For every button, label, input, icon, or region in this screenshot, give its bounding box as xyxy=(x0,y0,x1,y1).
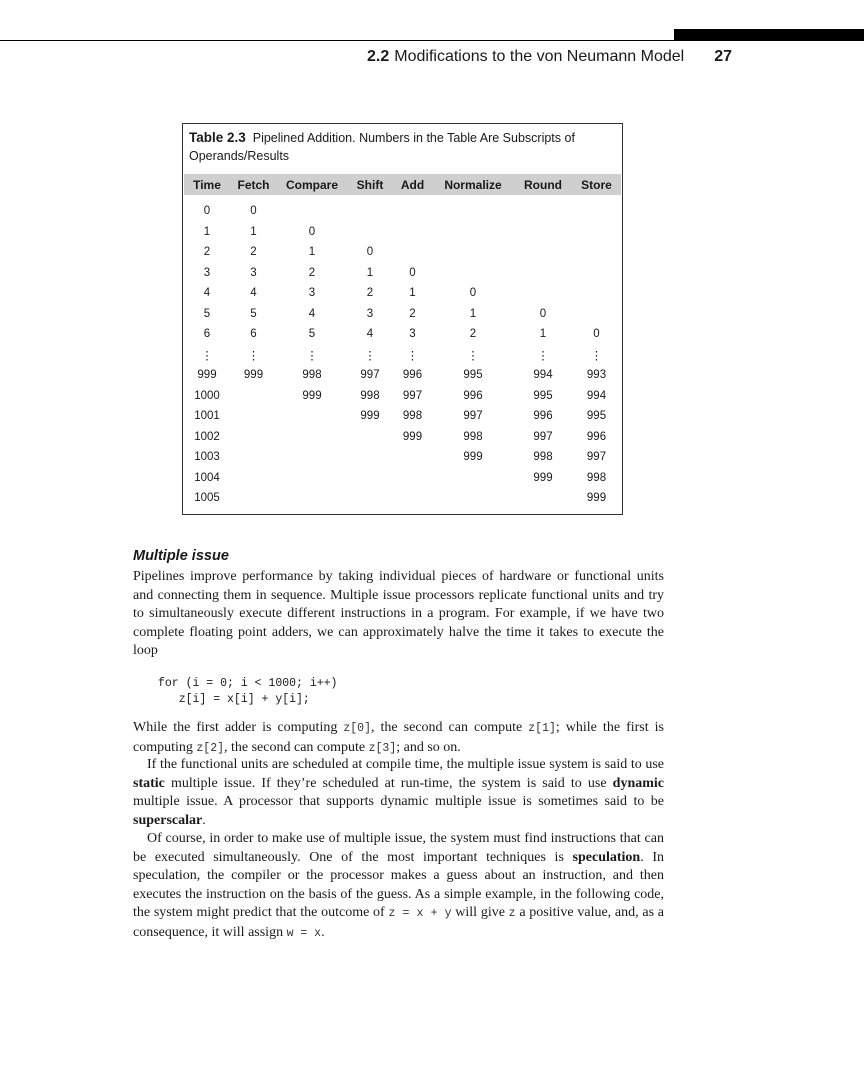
table-cell: 2 xyxy=(366,287,374,300)
table-row xyxy=(184,365,621,386)
header-rule-block xyxy=(674,29,864,41)
table-row xyxy=(184,195,621,222)
table-cell xyxy=(347,427,393,448)
table-cell: 999 xyxy=(463,451,483,464)
text: . xyxy=(321,924,325,940)
col-header: Time xyxy=(184,174,230,195)
text: will give xyxy=(451,905,509,920)
col-header: Compare xyxy=(277,174,347,195)
text: Of course, in order to make use of multiple issue, the system must find instructions that can be executed simultaneously. One of the most important techniques is xyxy=(133,831,664,865)
table-cell: 998 xyxy=(586,471,607,484)
table-cell: 1005 xyxy=(194,492,220,505)
table-cell xyxy=(393,488,432,509)
table-cell xyxy=(277,406,347,427)
table-cell xyxy=(572,304,621,325)
table-row xyxy=(184,406,621,427)
table-cell: 0 xyxy=(593,328,600,341)
table-cell xyxy=(347,222,393,243)
inline-code: w = x xyxy=(286,926,322,940)
table-row xyxy=(184,324,621,345)
table-label: Table 2.3 xyxy=(189,130,246,145)
table-cell xyxy=(393,222,432,243)
table-body xyxy=(184,195,621,509)
table-caption-text: Pipelined Addition. Numbers in the Table Are Subscripts of Operands/Results xyxy=(189,131,575,163)
table-cell xyxy=(230,386,277,407)
table-row xyxy=(184,242,621,263)
table-cell: 2 xyxy=(409,307,416,320)
table-cell xyxy=(514,263,572,284)
running-head xyxy=(300,48,732,66)
term-static: static xyxy=(133,775,165,791)
table-row xyxy=(184,263,621,284)
table-cell xyxy=(514,195,572,222)
table-cell: 2 xyxy=(308,266,316,279)
table-cell xyxy=(393,468,432,489)
pipeline-table xyxy=(184,174,621,509)
inline-code: z[0] xyxy=(343,722,371,735)
inline-code: z[2] xyxy=(196,741,224,755)
table-cell xyxy=(572,283,621,304)
table-cell: 1 xyxy=(250,225,257,238)
text: , the second can compute xyxy=(370,720,529,735)
table-cell xyxy=(432,263,514,284)
table-cell: 999 xyxy=(402,430,423,443)
table-2-3 xyxy=(182,123,623,515)
table-cell: ⋮ xyxy=(364,349,376,362)
table-cell xyxy=(277,447,347,468)
table-row xyxy=(184,447,621,468)
table-cell xyxy=(432,195,514,222)
inline-code: z = x + y xyxy=(388,907,452,920)
table-cell xyxy=(277,488,347,509)
col-header: Fetch xyxy=(230,174,277,195)
table-cell xyxy=(393,447,432,468)
table-cell: ⋮ xyxy=(247,349,260,362)
table-cell: 3 xyxy=(308,287,316,300)
table-cell: 999 xyxy=(197,369,217,382)
table-caption xyxy=(189,129,609,165)
table-cell: ⋮ xyxy=(467,349,479,362)
col-header: Round xyxy=(514,174,572,195)
table-cell xyxy=(572,222,621,243)
table-cell xyxy=(347,195,393,222)
table-cell: 998 xyxy=(302,369,322,382)
table-cell: 995 xyxy=(533,389,553,402)
table-cell: 996 xyxy=(586,430,607,443)
table-cell: 997 xyxy=(402,389,423,402)
paragraph-4 xyxy=(133,830,664,943)
code-block: for (i = 0; i < 1000; i++) z[i] = x[i] + y[i]; xyxy=(158,677,338,706)
table-cell: 994 xyxy=(533,369,553,382)
table-cell: 1 xyxy=(308,246,316,259)
table-cell: 0 xyxy=(539,307,547,320)
table-cell: 995 xyxy=(586,410,607,423)
table-cell xyxy=(230,406,277,427)
table-cell: 1002 xyxy=(194,430,220,443)
table-cell xyxy=(432,242,514,263)
table-cell: 4 xyxy=(203,287,211,300)
table-cell: 1001 xyxy=(194,410,220,423)
section-heading: Multiple issue xyxy=(133,548,229,564)
table-cell: 2 xyxy=(203,246,211,259)
paragraph-text: Pipelines improve performance by taking individual pieces of hardware or functional units and connecting them in sequence. Multiple issue processors replicate functional units and try to simultaneously execute different instructions in a program. For example, if we have two complete floating point adders, we can approximately halve the time it takes to execute the loop xyxy=(133,569,664,658)
table-cell: 997 xyxy=(533,430,553,443)
table-cell xyxy=(277,468,347,489)
table-cell: 3 xyxy=(366,307,374,320)
table-row xyxy=(184,468,621,489)
table-cell xyxy=(347,468,393,489)
table-cell: 998 xyxy=(360,389,380,402)
table-cell: 3 xyxy=(203,266,211,279)
table-row xyxy=(184,386,621,407)
table-cell xyxy=(514,283,572,304)
col-header: Add xyxy=(393,174,432,195)
paragraph-3 xyxy=(133,756,664,830)
term-speculation: speculation xyxy=(572,849,641,865)
table-cell xyxy=(572,195,621,222)
table-cell: 993 xyxy=(586,369,607,382)
inline-code: z[1] xyxy=(528,722,556,735)
inline-code: z xyxy=(508,907,516,920)
table-cell: 6 xyxy=(250,328,257,341)
table-row xyxy=(184,488,621,509)
table-cell xyxy=(514,222,572,243)
table-cell xyxy=(277,195,347,222)
table-row xyxy=(184,427,621,448)
col-header: Store xyxy=(572,174,621,195)
table-cell: 2 xyxy=(250,246,257,259)
table-cell: 998 xyxy=(402,410,423,423)
table-cell: 0 xyxy=(203,205,211,218)
table-cell: 999 xyxy=(243,369,264,382)
table-row xyxy=(184,283,621,304)
table-cell: 2 xyxy=(469,328,477,341)
table-cell: ⋮ xyxy=(306,349,318,362)
table-cell xyxy=(393,242,432,263)
table-cell xyxy=(277,427,347,448)
table-cell: ⋮ xyxy=(201,349,213,362)
table-cell: 999 xyxy=(360,410,380,423)
table-cell xyxy=(230,488,277,509)
table-cell: 1 xyxy=(539,328,547,341)
text: multiple issue. A processor that supports dynamic multiple issue is sometimes said to be xyxy=(133,794,664,809)
table-row xyxy=(184,345,621,366)
table-cell: 995 xyxy=(463,369,483,382)
table-cell: 999 xyxy=(302,389,322,402)
table-cell: 998 xyxy=(463,430,483,443)
table-cell: 999 xyxy=(533,471,553,484)
table-cell xyxy=(393,195,432,222)
table-cell: 0 xyxy=(308,225,316,238)
col-header: Shift xyxy=(347,174,393,195)
table-cell xyxy=(514,488,572,509)
text: a positive value, and, as a consequence, it will assign xyxy=(133,905,664,940)
table-cell: 4 xyxy=(366,328,374,341)
table-cell xyxy=(230,427,277,448)
table-cell: 1 xyxy=(409,287,416,300)
text: multiple issue. If they’re scheduled at run-time, the system is said to use xyxy=(164,775,613,791)
table-cell: 997 xyxy=(586,451,607,464)
table-cell: 0 xyxy=(366,246,374,259)
table-row xyxy=(184,222,621,243)
section-title: Modifications to the von Neumann Model xyxy=(394,48,685,65)
table-cell: 999 xyxy=(586,492,607,505)
table-cell: 1 xyxy=(469,307,477,320)
inline-code: z[3] xyxy=(368,741,397,755)
table-cell: 998 xyxy=(533,451,553,464)
table-cell: 0 xyxy=(409,266,416,279)
text: . In speculation, the compiler or the processor makes a guess about an instruction, and then executes the instruction on the basis of the guess. As a simple example, in the following code, the system might predict that the outcome of xyxy=(133,849,665,920)
table-cell: 5 xyxy=(203,307,211,320)
table-cell xyxy=(432,222,514,243)
text: ; while the first is computing xyxy=(133,720,664,755)
table-cell: 994 xyxy=(586,389,607,402)
table-cell: 0 xyxy=(469,287,477,300)
table-header-row xyxy=(184,174,621,195)
table-cell: 996 xyxy=(533,410,553,423)
table-cell xyxy=(347,447,393,468)
table-cell xyxy=(347,488,393,509)
table-cell: 6 xyxy=(203,328,211,341)
table-cell xyxy=(572,242,621,263)
term-superscalar: superscalar xyxy=(133,812,203,828)
table-cell: 3 xyxy=(250,266,257,279)
table-cell: 996 xyxy=(463,389,483,402)
paragraph-2 xyxy=(133,719,664,758)
text: , the second can compute xyxy=(224,739,369,755)
term-dynamic: dynamic xyxy=(612,775,664,791)
table-cell xyxy=(230,447,277,468)
table-cell: 1 xyxy=(203,225,211,238)
table-cell: 0 xyxy=(250,205,257,218)
table-row xyxy=(184,304,621,325)
table-cell xyxy=(230,468,277,489)
table-cell: 3 xyxy=(409,328,416,341)
table-cell: 4 xyxy=(250,287,257,300)
table-cell: 1004 xyxy=(194,471,220,484)
table-cell: 5 xyxy=(308,328,316,341)
col-header: Normalize xyxy=(432,174,514,195)
text: . xyxy=(202,812,206,828)
table-cell: 4 xyxy=(308,307,316,320)
table-cell: 997 xyxy=(463,410,483,423)
table-cell: 5 xyxy=(250,307,257,320)
section-number: 2.2 xyxy=(367,48,390,65)
table-cell: 1003 xyxy=(194,451,220,464)
page-number: 27 xyxy=(714,48,732,65)
table-cell: 996 xyxy=(402,369,423,382)
table-cell: 997 xyxy=(360,369,380,382)
table-cell: 1000 xyxy=(194,389,220,402)
table-cell xyxy=(514,242,572,263)
text: ; and so on. xyxy=(396,739,461,755)
table-cell: ⋮ xyxy=(537,349,549,362)
text: While the first adder is computing xyxy=(133,720,344,735)
table-cell: 1 xyxy=(366,266,374,279)
table-cell: ⋮ xyxy=(590,349,603,362)
paragraph-1 xyxy=(133,568,664,661)
table-cell: ⋮ xyxy=(406,349,419,362)
table-cell xyxy=(572,263,621,284)
table-cell xyxy=(432,468,514,489)
table-cell xyxy=(432,488,514,509)
text: If the functional units are scheduled at compile time, the multiple issue system is said to use xyxy=(147,757,664,772)
